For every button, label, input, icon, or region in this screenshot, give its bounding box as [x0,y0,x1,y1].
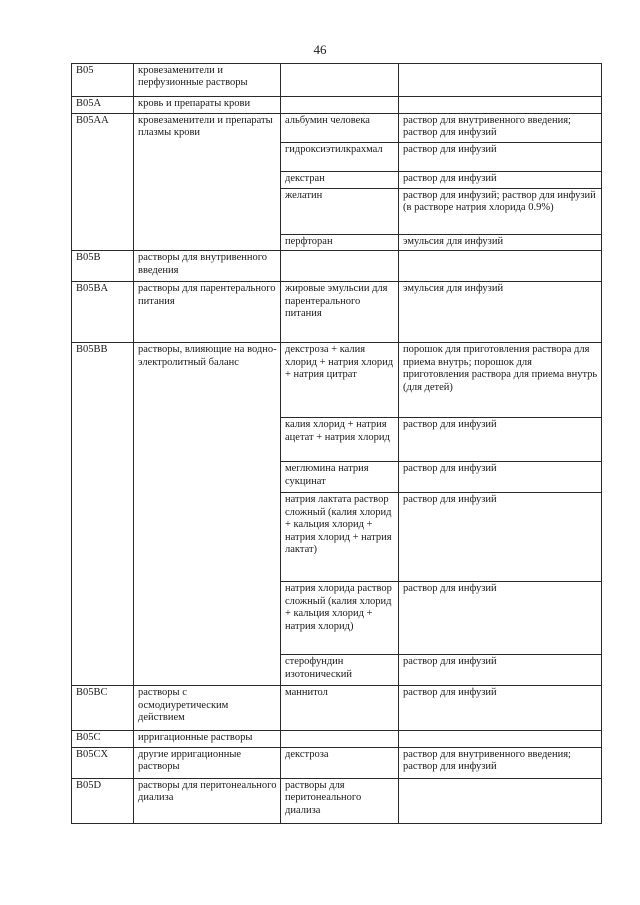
group-name-cell: кровезаменители и перфузионные растворы [134,64,281,97]
table-row [72,343,602,418]
group-name-cell: другие ирригационные растворы [134,747,281,778]
drug-name-cell: растворы для перитонеального диализа [281,778,399,823]
drug-name-cell: перфторан [281,235,399,251]
atc-code-cell: B05CX [72,747,134,778]
table-row [72,747,602,778]
drug-name-cell [281,731,399,747]
drug-name-cell: декстроза [281,747,399,778]
drug-name-cell: стерофундин изотонический [281,655,399,686]
group-name-cell: растворы для перитонеального диализа [134,778,281,823]
atc-code-cell: B05C [72,731,134,747]
group-name-cell: растворы, влияющие на водно-электролитный баланс [134,343,281,686]
drug-classification-table [71,63,602,824]
dosage-form-cell: раствор для инфузий [399,143,602,172]
table-row [72,97,602,114]
group-name-cell: ирригационные растворы [134,731,281,747]
table-row [72,251,602,282]
dosage-form-cell: раствор для инфузий [399,493,602,582]
dosage-form-cell: раствор для внутривенного введения; раствор для инфузий [399,747,602,778]
atc-code-cell: B05AA [72,114,134,251]
table-row [72,114,602,143]
atc-code-cell: B05BB [72,343,134,686]
dosage-form-cell [399,778,602,823]
atc-code-cell: B05 [72,64,134,97]
drug-name-cell: жировые эмульсии для парентерального питания [281,282,399,343]
dosage-form-cell: раствор для инфузий [399,582,602,655]
dosage-form-cell: раствор для внутривенного введения; раствор для инфузий [399,114,602,143]
drug-name-cell: маннитол [281,686,399,731]
atc-code-cell: B05BA [72,282,134,343]
group-name-cell: растворы для парентерального питания [134,282,281,343]
dosage-form-cell: раствор для инфузий [399,655,602,686]
atc-code-cell: B05BC [72,686,134,731]
drug-name-cell [281,64,399,97]
table-row [72,686,602,731]
dosage-form-cell: раствор для инфузий [399,172,602,189]
dosage-form-cell: раствор для инфузий [399,462,602,493]
drug-name-cell: натрия хлорида раствор сложный (калия хлорид + кальция хлорид + натрия хлорид) [281,582,399,655]
dosage-form-cell [399,64,602,97]
dosage-form-cell: раствор для инфузий; раствор для инфузий (в растворе натрия хлорида 0.9%) [399,189,602,235]
dosage-form-cell: раствор для инфузий [399,418,602,462]
drug-name-cell: калия хлорид + натрия ацетат + натрия хлорид [281,418,399,462]
drug-name-cell: декстроза + калия хлорид + натрия хлорид + натрия цитрат [281,343,399,418]
drug-name-cell: меглюмина натрия сукцинат [281,462,399,493]
group-name-cell: кровезаменители и препараты плазмы крови [134,114,281,251]
dosage-form-cell: эмульсия для инфузий [399,282,602,343]
group-name-cell: растворы с осмодиуретическим действием [134,686,281,731]
group-name-cell: растворы для внутривенного введения [134,251,281,282]
dosage-form-cell: эмульсия для инфузий [399,235,602,251]
drug-name-cell: натрия лактата раствор сложный (калия хлорид + кальция хлорид + натрия хлорид + натрия лактат) [281,493,399,582]
drug-name-cell [281,97,399,114]
drug-name-cell: альбумин человека [281,114,399,143]
dosage-form-cell: порошок для приготовления раствора для приема внутрь; порошок для приготовления раствора для приема внутрь (для детей) [399,343,602,418]
dosage-form-cell: раствор для инфузий [399,686,602,731]
table-row [72,731,602,747]
drug-name-cell: декстран [281,172,399,189]
page-number: 46 [313,42,327,57]
table-row [72,282,602,343]
drug-name-cell [281,251,399,282]
dosage-form-cell [399,97,602,114]
atc-code-cell: B05A [72,97,134,114]
table-row [72,64,602,97]
atc-code-cell: B05D [72,778,134,823]
dosage-form-cell [399,731,602,747]
atc-code-cell: B05B [72,251,134,282]
group-name-cell: кровь и препараты крови [134,97,281,114]
drug-name-cell: желатин [281,189,399,235]
drug-name-cell: гидроксиэтилкрахмал [281,143,399,172]
dosage-form-cell [399,251,602,282]
table-row [72,778,602,823]
